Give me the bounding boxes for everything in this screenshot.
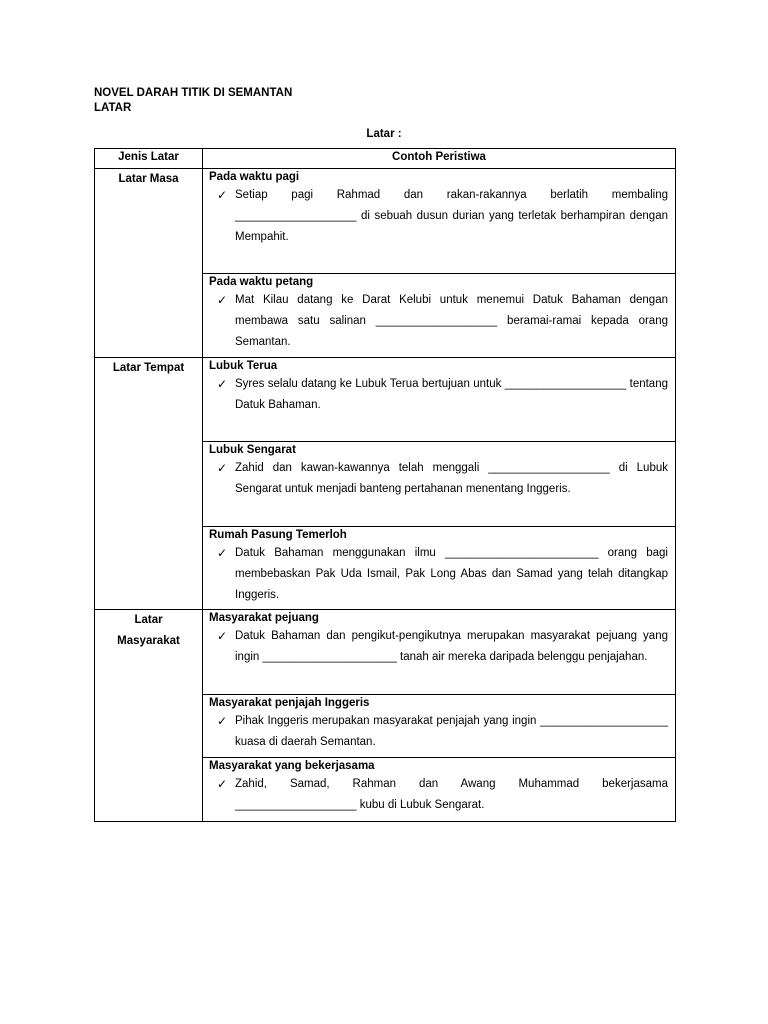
jenis-latar-label: Masyarakat bbox=[117, 635, 180, 647]
peristiwa-cell bbox=[203, 274, 676, 358]
document-header bbox=[94, 86, 292, 116]
peristiwa-cell bbox=[203, 442, 676, 527]
peristiwa-text: Syres selalu datang ke Lubuk Terua bertujuan untuk ___________________ tentang Datuk Bahaman. bbox=[235, 378, 668, 411]
checkmark-icon: ✓ bbox=[216, 629, 228, 643]
list-item bbox=[209, 374, 668, 416]
checkmark-icon: ✓ bbox=[216, 714, 228, 728]
list-item bbox=[209, 543, 668, 606]
document-subtitle: LATAR bbox=[94, 102, 132, 114]
peristiwa-text: Pihak Inggeris merupakan masyarakat penjajah yang ingin ____________________ kuasa di daerah Semantan. bbox=[235, 715, 668, 748]
table-row bbox=[95, 169, 676, 274]
jenis-latar-cell bbox=[95, 358, 203, 610]
peristiwa-title: Pada waktu pagi bbox=[209, 171, 300, 183]
jenis-latar-label: Latar bbox=[134, 614, 163, 626]
column-header-contoh-peristiwa: Contoh Peristiwa bbox=[203, 149, 676, 169]
peristiwa-text: Mat Kilau datang ke Darat Kelubi untuk menemui Datuk Bahaman dengan membawa satu salinan ___________________ beramai-ramai kepada orang Semantan. bbox=[235, 294, 668, 348]
jenis-latar-label: Latar Masa bbox=[118, 173, 179, 185]
list-item bbox=[209, 711, 668, 753]
peristiwa-title: Lubuk Terua bbox=[209, 360, 278, 372]
latar-table bbox=[94, 148, 676, 822]
document-title: NOVEL DARAH TITIK DI SEMANTAN bbox=[94, 87, 293, 99]
list-item bbox=[209, 185, 668, 248]
table-row bbox=[95, 358, 676, 442]
jenis-latar-cell bbox=[95, 610, 203, 822]
peristiwa-title: Masyarakat pejuang bbox=[209, 612, 319, 624]
peristiwa-cell bbox=[203, 358, 676, 442]
peristiwa-cell bbox=[203, 758, 676, 822]
checkmark-icon: ✓ bbox=[216, 293, 228, 307]
peristiwa-title: Masyarakat penjajah Inggeris bbox=[209, 697, 370, 709]
checkmark-icon: ✓ bbox=[216, 546, 228, 560]
jenis-latar-cell bbox=[95, 169, 203, 358]
peristiwa-title: Lubuk Sengarat bbox=[209, 444, 296, 456]
jenis-latar-label: Latar Tempat bbox=[112, 362, 185, 374]
checkmark-icon: ✓ bbox=[216, 377, 228, 391]
table-header-row bbox=[95, 149, 676, 169]
peristiwa-title: Masyarakat yang bekerjasama bbox=[209, 760, 375, 772]
list-item bbox=[209, 774, 668, 816]
checkmark-icon: ✓ bbox=[216, 188, 228, 202]
peristiwa-cell bbox=[203, 527, 676, 610]
peristiwa-cell bbox=[203, 695, 676, 758]
table-caption: Latar : bbox=[366, 128, 402, 140]
peristiwa-text: Zahid dan kawan-kawannya telah menggali ___________________ di Lubuk Sengarat untuk menjadi banteng pertahanan menentang Inggeris. bbox=[235, 462, 668, 495]
checkmark-icon: ✓ bbox=[216, 461, 228, 475]
list-item bbox=[209, 626, 668, 668]
table-row bbox=[95, 610, 676, 695]
peristiwa-text: Datuk Bahaman menggunakan ilmu ________________________ orang bagi membebaskan Pak Uda Ismail, Pak Long Abas dan Samad yang telah ditangkap Inggeris. bbox=[235, 547, 668, 601]
peristiwa-title: Rumah Pasung Temerloh bbox=[209, 529, 347, 541]
peristiwa-text: Zahid, Samad, Rahman dan Awang Muhammad bekerjasama ___________________ kubu di Lubuk Sengarat. bbox=[235, 778, 668, 811]
checkmark-icon: ✓ bbox=[216, 777, 228, 791]
column-header-jenis-latar: Jenis Latar bbox=[95, 149, 203, 169]
peristiwa-title: Pada waktu petang bbox=[209, 276, 314, 288]
list-item bbox=[209, 290, 668, 353]
peristiwa-text: Setiap pagi Rahmad dan rakan-rakannya berlatih membaling ___________________ di sebuah dusun durian yang terletak berhampiran dengan Mempahit. bbox=[235, 189, 668, 243]
peristiwa-cell bbox=[203, 610, 676, 695]
peristiwa-cell bbox=[203, 169, 676, 274]
list-item bbox=[209, 458, 668, 500]
peristiwa-text: Datuk Bahaman dan pengikut-pengikutnya merupakan masyarakat pejuang yang ingin _____________________ tanah air mereka daripada belenggu penjajahan. bbox=[235, 630, 668, 663]
